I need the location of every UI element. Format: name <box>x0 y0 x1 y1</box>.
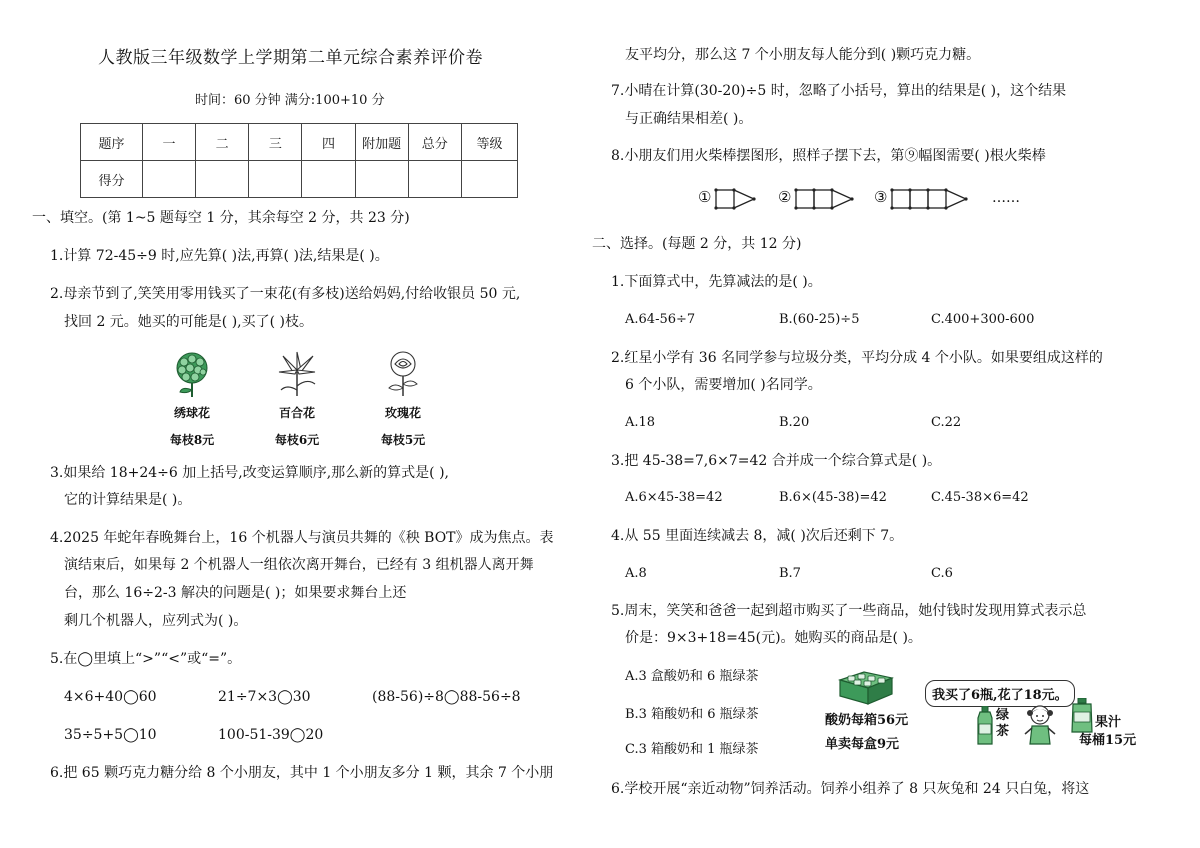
choice-option: C.6 <box>931 566 953 581</box>
matchstick-figure-2 <box>794 188 856 212</box>
score-cell-blank[interactable] <box>461 161 517 198</box>
flower-rose <box>363 350 443 448</box>
question-1-6-line1: 6.把 65 颗巧克力糖分给 8 个小朋友，其中 1 个小朋友多分 1 颗，其余 7 个小朋 <box>50 765 554 781</box>
flower-price: 每枝6元 <box>274 433 320 447</box>
score-cell-header: 二 <box>196 124 249 161</box>
green-tea-bottle-icon <box>976 706 994 746</box>
choice-option: A.18 <box>625 415 656 430</box>
question-1-4-line1: 4.2025 年蛇年春晚舞台上，16 个机器人与演员共舞的《秧 BOT》成为焦点。表 <box>50 530 554 546</box>
score-cell-blank[interactable] <box>249 161 302 198</box>
choice-option: C.22 <box>931 415 962 430</box>
choice-option: B.6×(45-38)=42 <box>779 490 887 505</box>
rose-icon <box>383 350 423 398</box>
flower-price: 每枝8元 <box>169 433 215 447</box>
section2-heading: 二、选择。(每题 2 分，共 12 分) <box>592 236 802 252</box>
question-1-4-line4: 剩几个机器人，应列式为( )。 <box>64 613 248 629</box>
choice-2-line2: 6 个小队，需要增加( )名同学。 <box>625 377 822 393</box>
question-1-1: 1.计算 72-45÷9 时,应先算( )法,再算( )法,结果是( )。 <box>50 248 389 264</box>
score-cell-header: 等级 <box>461 124 517 161</box>
choice-option: B.7 <box>779 566 801 581</box>
question-1-2-line1: 2.母亲节到了,笑笑用零用钱买了一束花(有多枝)送给妈妈,付给收银员 50 元, <box>50 286 521 302</box>
score-table-score-row <box>81 161 518 198</box>
score-cell-blank[interactable] <box>355 161 408 198</box>
score-cell-blank[interactable] <box>408 161 461 198</box>
figure-label: ③ <box>874 188 888 206</box>
page-title: 人教版三年级数学上学期第二单元综合素养评价卷 <box>98 48 483 68</box>
hydrangea-icon <box>170 350 214 398</box>
question-1-4-line2: 演结束后，如果每 2 个机器人一组依次离开舞台，已经有 3 组机器人离开舞 <box>64 557 534 573</box>
score-cell-header: 三 <box>249 124 302 161</box>
question-1-6-line2: 友平均分，那么这 7 个小朋友每人能分到( )颗巧克力糖。 <box>625 47 981 63</box>
question-1-3-line2: 它的计算结果是( )。 <box>64 492 192 508</box>
choice-3: 3.把 45-38=7,6×7=42 合并成一个综合算式是( )。 <box>611 453 942 469</box>
choice-6-line1: 6.学校开展“亲近动物”饲养活动。饲养小组养了 8 只灰兔和 24 只白兔，将这 <box>611 781 1090 797</box>
juice-price: 每桶15元 <box>1079 733 1137 748</box>
choice-option: C.400+300-600 <box>931 312 1035 327</box>
choice-option: C.45-38×6=42 <box>931 490 1029 505</box>
flower-name: 绣球花 <box>173 406 210 420</box>
juice-bucket-icon <box>1070 698 1094 734</box>
compare-item: 21÷7×3◯30 <box>218 689 311 705</box>
question-1-5: 5.在◯里填上“>”“<”或“=”。 <box>50 651 242 667</box>
question-1-7-line1: 7.小晴在计算(30-20)÷5 时，忽略了小括号，算出的结果是( )，这个结果 <box>611 83 1067 99</box>
choice-4: 4.从 55 里面连续减去 8，减( )次后还剩下 7。 <box>611 528 904 544</box>
green-tea-label: 绿茶 <box>996 708 1010 739</box>
flower-price: 每枝5元 <box>380 433 426 447</box>
choice-option: A.8 <box>625 566 647 581</box>
score-cell-header: 附加题 <box>355 124 408 161</box>
choice-option: A.3 盒酸奶和 6 瓶绿茶 <box>625 669 759 684</box>
figure-label: ② <box>778 188 792 206</box>
matchstick-figure-3 <box>890 188 970 212</box>
exam-time-info: 时间：60 分钟 满分:100+10 分 <box>195 93 385 108</box>
choice-option: B.20 <box>779 415 810 430</box>
compare-item: 4×6+40◯60 <box>64 689 157 705</box>
score-table <box>80 123 518 198</box>
girl-icon <box>1022 704 1058 746</box>
choice-option: B.(60-25)÷5 <box>779 312 860 327</box>
question-1-2-line2: 找回 2 元。她买的可能是( ),买了( )枝。 <box>64 314 314 330</box>
choice-5-line2: 价是：9×3+18=45(元)。她购买的商品是( )。 <box>625 630 922 646</box>
choice-1: 1.下面算式中，先算减法的是( )。 <box>611 274 822 290</box>
score-cell-label: 得分 <box>81 161 143 198</box>
speech-bubble: 我买了6瓶,花了18元。 <box>925 680 1075 707</box>
score-cell-label: 题序 <box>81 124 143 161</box>
score-cell-header: 一 <box>142 124 195 161</box>
score-table-header-row <box>81 124 518 161</box>
score-cell-blank[interactable] <box>302 161 355 198</box>
choice-option: C.3 箱酸奶和 1 瓶绿茶 <box>625 742 759 757</box>
score-cell-header: 四 <box>302 124 355 161</box>
choice-5-line1: 5.周末，笑笑和爸爸一起到超市购买了一些商品，她付钱时发现用算式表示总 <box>611 603 1087 619</box>
question-1-8: 8.小朋友们用火柴棒摆图形，照样子摆下去，第⑨幅图需要( )根火柴棒 <box>611 148 1046 164</box>
choice-option: A.64-56÷7 <box>625 312 696 327</box>
score-cell-blank[interactable] <box>196 161 249 198</box>
flower-hydrangea <box>152 350 232 448</box>
compare-item: 35÷5+5◯10 <box>64 727 157 743</box>
compare-item: 100-51-39◯20 <box>218 727 324 743</box>
question-1-3-line1: 3.如果给 18+24÷6 加上括号,改变运算顺序,那么新的算式是( ), <box>50 465 449 481</box>
flower-lily <box>257 350 337 448</box>
yogurt-price-line1: 酸奶每箱56元 <box>825 713 909 728</box>
score-cell-header: 总分 <box>408 124 461 161</box>
question-1-7-line2: 与正确结果相差( )。 <box>625 111 753 127</box>
choice-option: A.6×45-38=42 <box>625 490 723 505</box>
flower-name: 玫瑰花 <box>384 406 421 420</box>
choice-2-line1: 2.红星小学有 36 名同学参与垃圾分类，平均分成 4 个小队。如果要组成这样的 <box>611 350 1103 366</box>
question-1-4-line3: 台，那么 16÷2-3 解决的问题是( )；如果要求舞台上还 <box>64 585 407 601</box>
matchstick-figure-1 <box>714 188 758 212</box>
score-cell-blank[interactable] <box>142 161 195 198</box>
yogurt-price-line2: 单卖每盒9元 <box>825 737 900 752</box>
juice-label: 果汁 <box>1095 715 1122 730</box>
flower-name: 百合花 <box>278 406 315 420</box>
compare-item: (88-56)÷8◯88-56÷8 <box>372 689 521 705</box>
figure-ellipsis: …… <box>992 190 1020 206</box>
choice-option: B.3 箱酸奶和 6 瓶绿茶 <box>625 707 759 722</box>
figure-label: ① <box>698 188 712 206</box>
section1-heading: 一、填空。(第 1~5 题每空 1 分，其余每空 2 分，共 23 分) <box>32 210 410 226</box>
lily-icon <box>273 350 321 398</box>
yogurt-crate-icon <box>834 668 896 708</box>
